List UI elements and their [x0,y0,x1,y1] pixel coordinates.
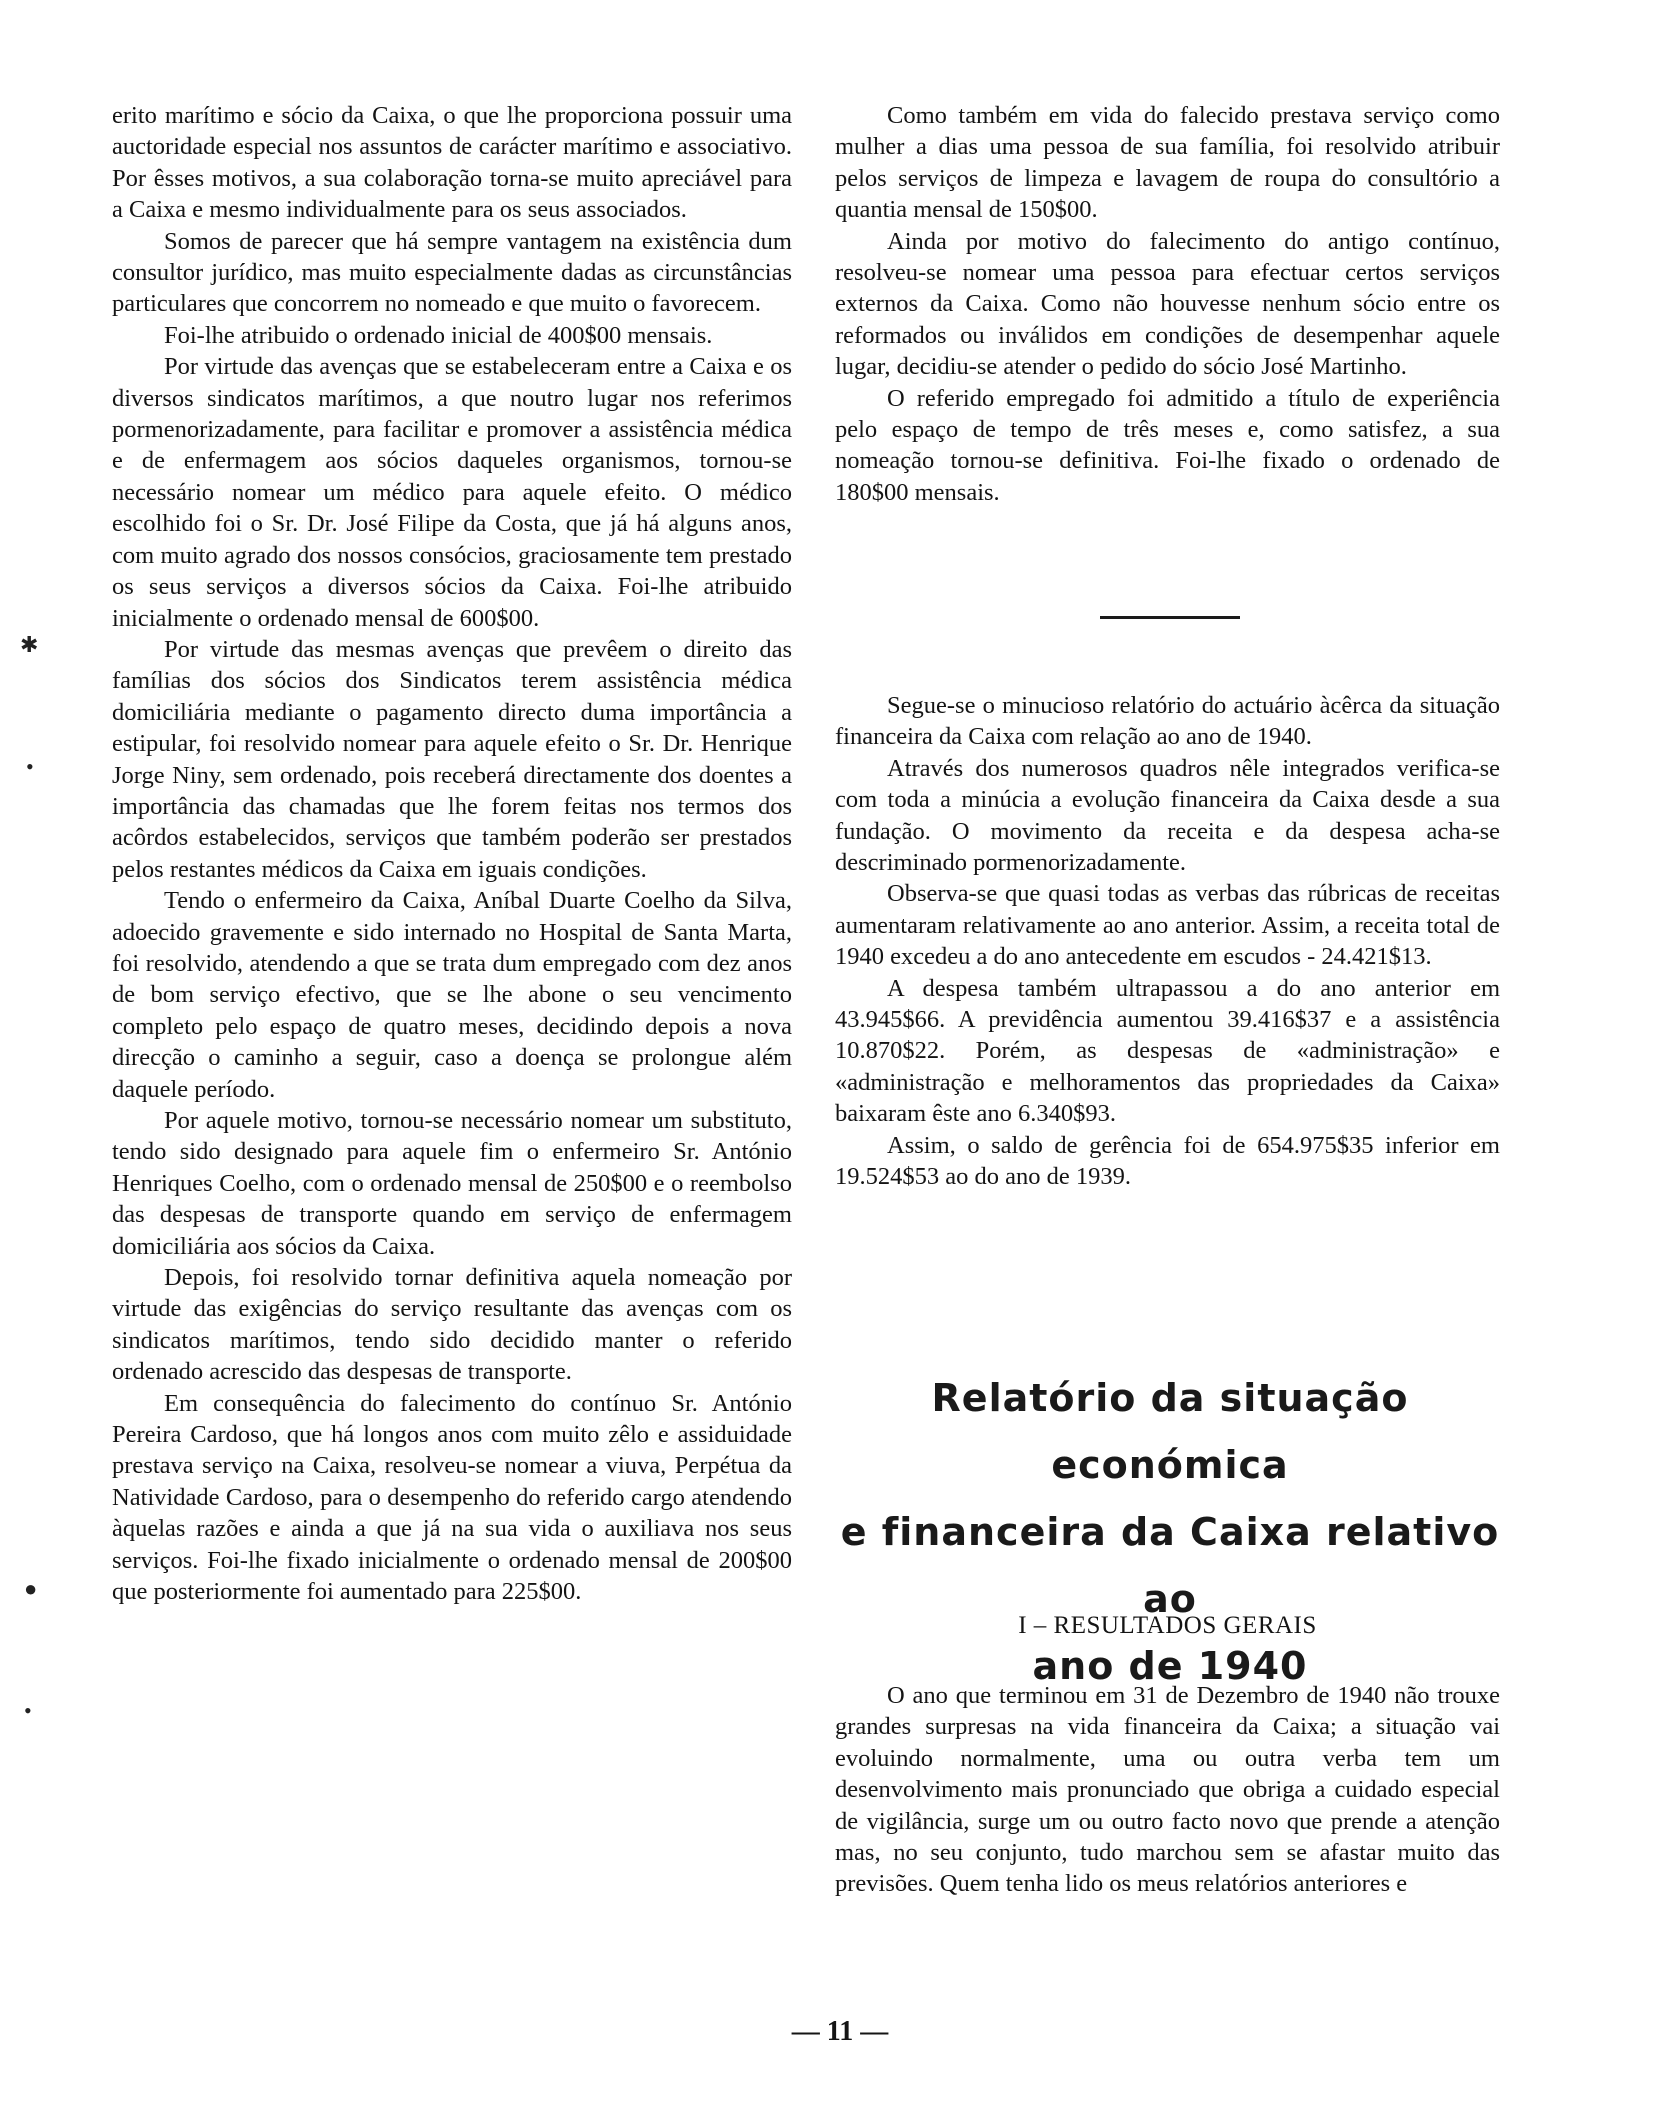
paragraph: Depois, foi resolvido tornar definitiva aquela nomeação por virtude das exigências do serviço resultante das avenças com os sindicatos marítimos, tendo sido decidido manter o referido ordenado acrescido das despesas de transporte. [112,1264,792,1386]
paragraph: erito marítimo e sócio da Caixa, o que lhe proporciona possuir uma auctoridade especial nos assuntos de carácter marítimo e associativo. Por êsses motivos, a sua colaboração torna-se muito apreciável para a Caixa e mesmo individualmente para os seus associados. [112,102,792,224]
paragraph: Como também em vida do falecido prestava serviço como mulher a dias uma pessoa de sua família, foi resolvido atribuir pelos serviços de limpeza e lavagem de roupa do consultório a quantia mensal de 150$00. [835,102,1500,224]
paragraph: O ano que terminou em 31 de Dezembro de 1940 não trouxe grandes surpresas na vida financeira da Caixa; a situação vai evoluindo normalmente, uma ou outra verba tem um desenvolvimento mais pronunciado que obriga a cuidado especial de vigilância, surge um ou outro facto novo que prende a atenção mas, no seu conjunto, tudo marchou sem se afastar muito das previsões. Quem tenha lido os meus relatórios anteriores e [835,1682,1500,1898]
paragraph: O referido empregado foi admitido a título de experiência pelo espaço de tempo de três meses e, como satisfez, a sua nomeação tornou-se definitiva. Foi-lhe fixado o ordenado de 180$00 mensais. [835,384,1500,506]
paragraph: Observa-se que quasi todas as verbas das rúbricas de receitas aumentaram relativamente ao ano anterior. Assim, a receita total de 1940 excedeu a do ano antecedente em escudos - 24.421$13. [835,880,1500,971]
page-number: — 11 — [791,2016,889,2047]
paragraph: Ainda por motivo do falecimento do antigo contínuo, resolveu-se nomear uma pessoa para efectuar certos serviços externos da Caixa. Como não houvesse nenhum sócio entre os reformados ou inválidos em condições de desempenhar aquele lugar, decidiu-se atender o pedido do sócio José Martinho. [835,227,1500,381]
left-column [112,100,792,1608]
section-subheading: I – RESULTADOS GERAIS [1018,1612,1317,1639]
right-column-top [835,100,1500,508]
paragraph: A despesa também ultrapassou a do ano anterior em 43.945$66. A previdência aumentou 39.416$37 e a assistência 10.870$22. Porém, as despesas de «administração» e «administração e melhoramentos das propriedades da Caixa» baixaram êste ano 6.340$93. [835,974,1500,1128]
paragraph: Através dos numerosos quadros nêle integrados verifica-se com toda a minúcia a evolução financeira da Caixa desde a sua fundação. O movimento da receita e da despesa acha-se descriminado pormenorizadamente. [835,754,1500,877]
report-title-line: e financeira da Caixa relativo ao [840,1510,1500,1621]
margin-mark-icon: ● [24,1576,38,1601]
paragraph: Tendo o enfermeiro da Caixa, Aníbal Duarte Coelho da Silva, adoecido gravemente e sido internado no Hospital de Santa Marta, foi resolvido, atendendo a que se trata dum empregado com dez anos de bom serviço efectivo, que se lhe abone o seu vencimento completo pelo espaço de quatro meses, decidindo depois a nova direcção o caminho a seguir, caso a doença se prolongue além daquele período. [112,887,792,1103]
paragraph: Por virtude das mesmas avenças que prevêem o direito das famílias dos sócios dos Sindicatos terem assistência médica domiciliária mediante o pagamento directo duma importância a estipular, foi resolvido nomear para aquele efeito o Sr. Dr. Henrique Jorge Niny, sem ordenado, pois receberá directamente dos doentes a importância das chamadas que lhe forem feitas nos termos dos acôrdos estabelecidos, serviços que também poderão ser prestados pelos restantes médicos da Caixa em iguais condições. [112,635,792,883]
right-column-bottom [835,1680,1500,1900]
paragraph: Em consequência do falecimento do contínuo Sr. António Pereira Cardoso, que há longos anos com muito zêlo e assiduidade prestava serviço na Caixa, resolveu-se nomear a viuva, Perpétua da Natividade Cardoso, para o desempenho do referido cargo atendendo àquelas razões e ainda a que já na sua vida o auxiliava nos seus serviços. Foi-lhe fixado inicialmente o ordenado mensal de 200$00 que posteriormente foi aumentado para 225$00. [112,1389,792,1606]
right-column-middle [835,690,1500,1193]
report-title [820,1365,1520,1700]
paragraph: Segue-se o minucioso relatório do actuário àcêrca da situação financeira da Caixa com relação ao ano de 1940. [835,692,1500,751]
report-title-line: Relatório da situação económica [931,1376,1409,1487]
paragraph: Foi-lhe atribuido o ordenado inicial de 400$00 mensais. [164,321,713,349]
report-title-line: ano de 1940 [1032,1644,1308,1688]
margin-mark-icon: • [26,754,34,779]
margin-mark-icon: • [24,1698,32,1723]
margin-mark-icon: ✱ [20,632,39,657]
paragraph: Assim, o saldo de gerência foi de 654.975$35 inferior em 19.524$53 ao do ano de 1939. [835,1131,1500,1191]
paragraph: Por aquele motivo, tornou-se necessário nomear um substituto, tendo sido designado para aquele fim o enfermeiro Sr. António Henriques Coelho, com o ordenado mensal de 250$00 e o reembolso das despesas de transporte quando em serviço de enfermagem domiciliária aos sócios da Caixa. [112,1107,792,1260]
paragraph: Por virtude das avenças que se estabeleceram entre a Caixa e os diversos sindicatos marítimos, a que noutro lugar nos referimos pormenorizadamente, para facilitar e promover a assistência médica e de enfermagem aos sócios daqueles organismos, tornou-se necessário nomear um médico para aquele efeito. O médico escolhido foi o Sr. Dr. José Filipe da Costa, que já há alguns anos, com muito agrado dos nossos consócios, graciosamente tem prestado os seus serviços a diversos sócios da Caixa. Foi-lhe atribuido inicialmente o ordenado mensal de 600$00. [112,353,792,632]
section-divider [1100,616,1240,619]
paragraph: Somos de parecer que há sempre vantagem na existência dum consultor jurídico, mas muito especialmente dadas as circunstâncias particulares que concorrem no nomeado e que muito o favorecem. [112,227,792,318]
